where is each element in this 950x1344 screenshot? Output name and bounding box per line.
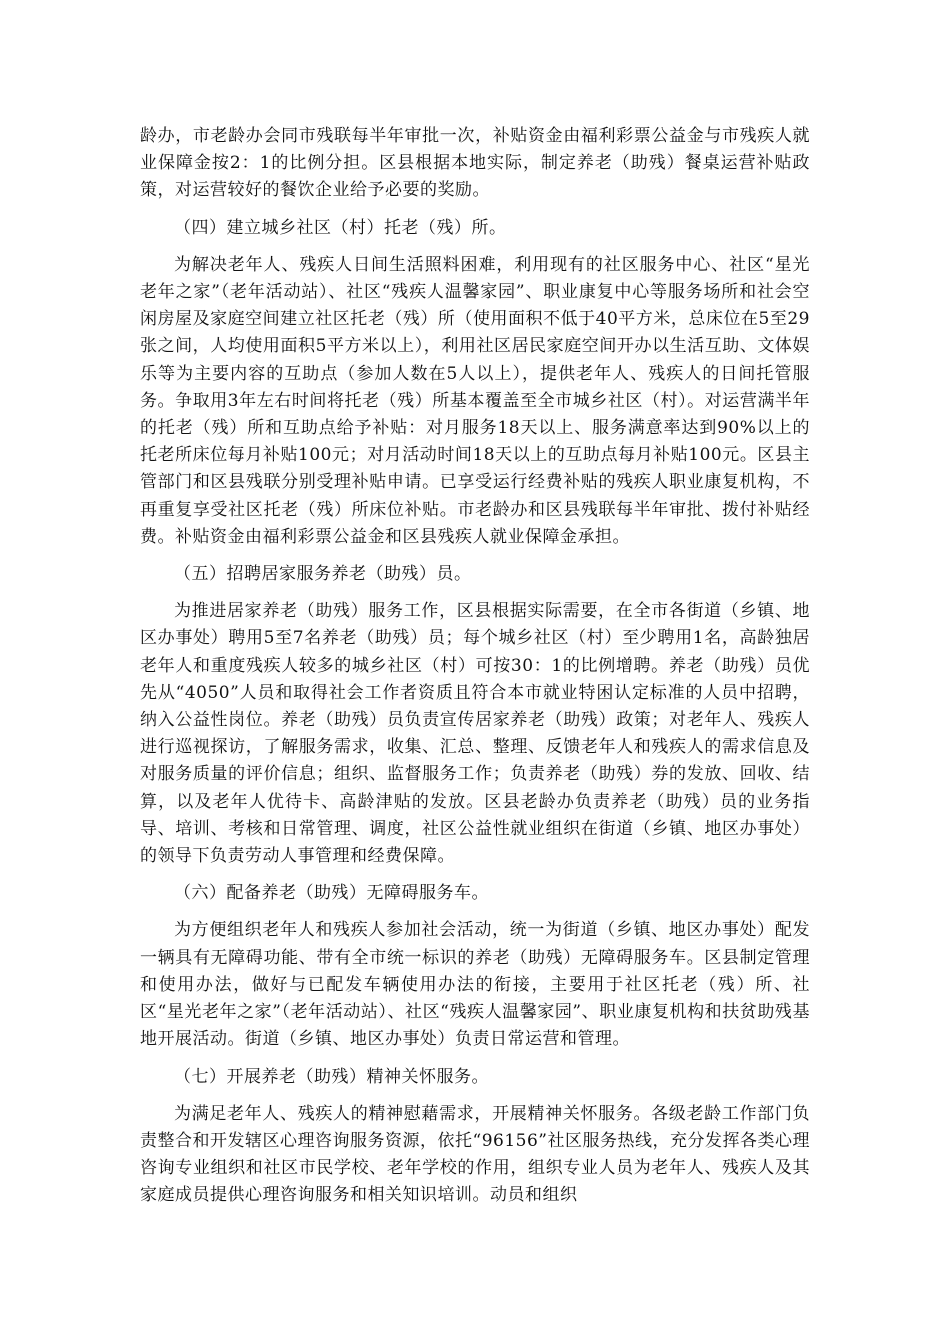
section-heading-7: （七）开展养老（助残）精神关怀服务。 [174,1066,489,1087]
paragraph-continuation: 龄办，市老龄办会同市残联每半年审批一次，补贴资金由福利彩票公益金与市残疾人就业保障金按2：1的比例分担。区县根据本地实际，制定养老（助残）餐桌运营补贴政策，对运营较好的餐饮企业给予必要的奖励。 [140,126,810,201]
document-page [140,123,810,1220]
section-heading-5: （五）招聘居家服务养老（助残）员。 [174,564,472,585]
section-heading-6: （六）配备养老（助残）无障碍服务车。 [174,883,489,904]
section-heading-4: （四）建立城乡社区（村）托老（残）所。 [174,217,507,238]
paragraph-section-6: 为方便组织老年人和残疾人参加社会活动，统一为街道（乡镇、地区办事处）配发一辆具有无障碍功能、带有全市统一标识的养老（助残）无障碍服务车。区县制定管理和使用办法，做好与已配发车辆使用办法的衔接，主要用于社区托老（残）所、社区“星光老年之家”（老年活动站）、社区“残疾人温馨家园”、职业康复机构和扶贫助残基地开展活动。街道（乡镇、地区办事处）负责日常运营和管理。 [140,920,810,1050]
paragraph-section-4: 为解决老年人、残疾人日间生活照料困难，利用现有的社区服务中心、社区“星光老年之家”（老年活动站）、社区“残疾人温馨家园”、职业康复中心等服务场所和社会空闲房屋及家庭空间建立社区托老（残）所（使用面积不低于40平方米，总床位在5至29张之间，人均使用面积5平方米以上），利用社区居民家庭空间开办以生活互助、文体娱乐等为主要内容的互助点（参加人数在5人以上），提供老年人、残疾人的日间托管服务。争取用3年左右时间将托老（残）所基本覆盖至全市城乡社区（村）。对运营满半年的托老（残）所和互助点给予补贴：对月服务18天以上、服务满意率达到90%以上的托老所床位每月补贴100元；对月活动时间18天以上的互助点每月补贴100元。区县主管部门和区县残联分别受理补贴申请。已享受运行经费补贴的残疾人职业康复机构，不再重复享受社区托老（残）所床位补贴。市老龄办和区县残联每半年审批、拨付补贴经费。补贴资金由福利彩票公益金和区县残疾人就业保障金承担。 [140,254,810,547]
paragraph-section-5: 为推进居家养老（助残）服务工作，区县根据实际需要，在全市各街道（乡镇、地区办事处）聘用5至7名养老（助残）员；每个城乡社区（村）至少聘用1名，高龄独居老年人和重度残疾人较多的城乡社区（村）可按30：1的比例增聘。养老（助残）员优先从“4050”人员和取得社会工作者资质且符合本市就业特困认定标准的人员中招聘，纳入公益性岗位。养老（助残）员负责宣传居家养老（助残）政策；对老年人、残疾人进行巡视探访，了解服务需求，收集、汇总、整理、反馈老年人和残疾人的需求信息及对服务质量的评价信息；组织、监督服务工作；负责养老（助残）券的发放、回收、结算，以及老年人优待卡、高龄津贴的发放。区县老龄办负责养老（助残）员的业务指导、培训、考核和日常管理、调度，社区公益性就业组织在街道（乡镇、地区办事处）的领导下负责劳动人事管理和经费保障。 [140,601,810,867]
paragraph-section-7: 为满足老年人、残疾人的精神慰藉需求，开展精神关怀服务。各级老龄工作部门负责整合和开发辖区心理咨询服务资源，依托“96156”社区服务热线，充分发挥各类心理咨询专业组织和社区市民学校、老年学校的作用，组织专业人员为老年人、残疾人及其家庭成员提供心理咨询服务和相关知识培训。动员和组织 [140,1103,810,1206]
